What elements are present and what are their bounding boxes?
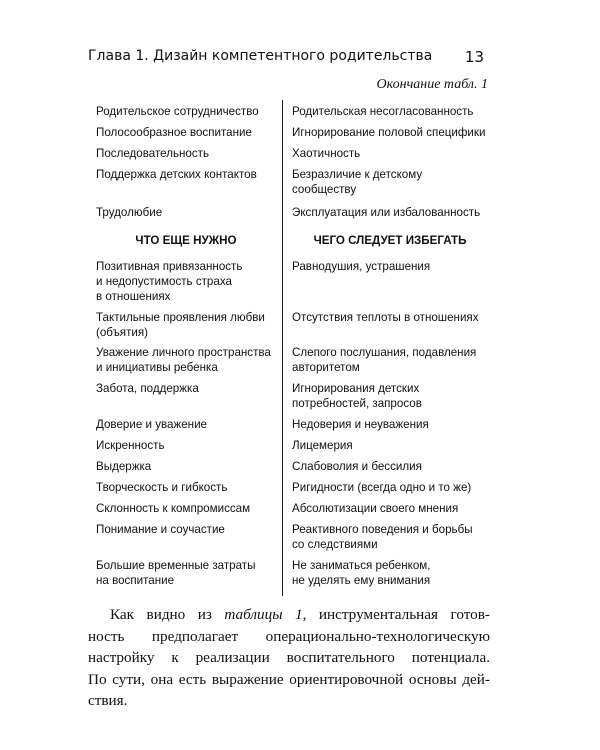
cell-avoid: Игнорирование половой специфики [292, 126, 486, 139]
cell-avoid: Ригидности (всегда одно и то же) [292, 481, 472, 494]
cell-recommended: Доверие и уважение [96, 418, 208, 431]
section-header-left: ЧТО ЕЩЕ НУЖНО [135, 234, 237, 247]
cell-recommended: Последовательность [96, 147, 210, 160]
page-number: 13 [464, 48, 484, 66]
cell-recommended: Полосообразное воспитание [96, 126, 252, 139]
paragraph-line-5: ствия. [88, 692, 128, 709]
table-caption: Окончание табл. 1 [376, 77, 488, 92]
column-divider [282, 100, 283, 596]
cell-avoid: Реактивного поведения и борьбы со следствиями [292, 523, 473, 551]
cell-avoid: Лицемерия [292, 439, 353, 452]
section-header-right: ЧЕГО СЛЕДУЕТ ИЗБЕГАТЬ [313, 234, 467, 247]
cell-avoid: Не заниматься ребенком, не уделять ему внимания [292, 559, 431, 587]
cell-recommended: Понимание и соучастие [96, 523, 225, 536]
cell-recommended: Позитивная привязанность и недопустимость страха в отношениях [96, 260, 243, 303]
paragraph-line-1: Как видно из таблицы 1, инструментальная готов- [110, 606, 490, 623]
cell-recommended: Большие временные затраты на воспитание [96, 559, 256, 587]
paragraph-line-3: настройку к реализации воспитательного потенциала. [88, 649, 490, 666]
cell-recommended: Искренность [96, 439, 165, 452]
cell-recommended: Родительское сотрудничество [96, 105, 259, 118]
cell-recommended: Тактильные проявления любви (объятия) [96, 311, 265, 339]
table-reference: таблицы 1 [224, 606, 303, 623]
cell-avoid: Абсолютизации своего мнения [292, 502, 459, 515]
cell-avoid: Эксплуатация или избалованность [292, 206, 481, 219]
paragraph-line-4: По сути, она есть выражение ориентировочной основы дей- [88, 670, 490, 688]
cell-recommended: Склонность к компромиссам [96, 502, 251, 515]
cell-recommended: Забота, поддержка [96, 382, 199, 395]
cell-avoid: Равнодушия, устрашения [292, 260, 431, 273]
cell-avoid: Отсутствия теплоты в отношениях [292, 311, 479, 324]
cell-avoid: Недоверия и неуважения [292, 418, 429, 431]
cell-recommended: Уважение личного пространства и инициативы ребенка [96, 346, 271, 374]
chapter-title: Глава 1. Дизайн компетентного родительства [88, 48, 433, 64]
paragraph-line-2: ность предполагает операционально-технологическую [88, 627, 490, 645]
cell-recommended: Трудолюбие [96, 206, 163, 219]
cell-recommended: Поддержка детских контактов [96, 168, 257, 181]
cell-avoid: Безразличие к детскому сообществу [292, 168, 423, 196]
cell-avoid: Игнорирования детских потребностей, запросов [292, 382, 422, 410]
cell-recommended: Творческость и гибкость [96, 481, 228, 494]
cell-avoid: Слепого послушания, подавления авторитетом [292, 346, 477, 374]
cell-avoid: Слабоволия и бессилия [292, 460, 422, 473]
cell-avoid: Хаотичность [292, 147, 361, 160]
cell-avoid: Родительская несогласованность [292, 105, 474, 118]
cell-recommended: Выдержка [96, 460, 152, 473]
body-paragraph [88, 604, 490, 712]
